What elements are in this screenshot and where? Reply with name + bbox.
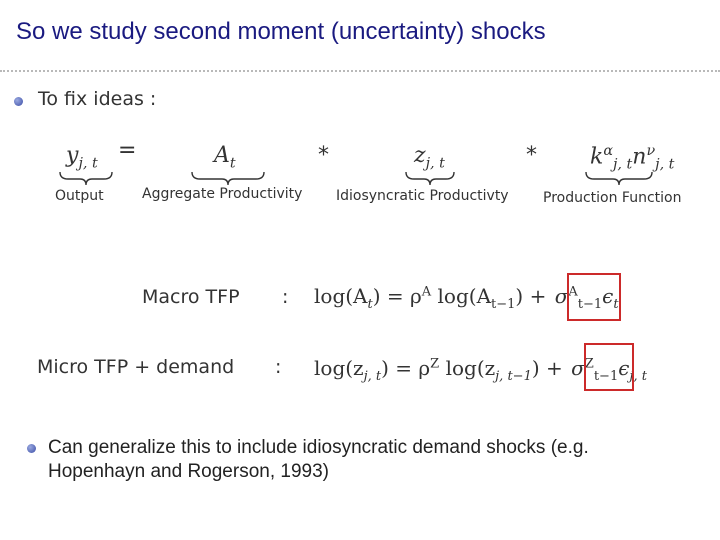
macro-tfp-equation: $\log(A_t) = \rho^A$ $\log(A_{t-1}) + \sigma^A_{t-1}\epsilon_t$ [314, 284, 619, 312]
aggregate-brace [190, 170, 266, 186]
production-brace [584, 170, 654, 186]
micro-tfp-label: Micro TFP + demand [37, 356, 235, 378]
micro-volatility-highlight [584, 343, 634, 391]
production-label: Production Function [543, 190, 682, 206]
bullet-icon [27, 444, 36, 453]
bottom-bullet-text: Can generalize this to include idiosyncratic demand shocks (e.g. Hopenhayn and Rogerson, 1993) [48, 437, 589, 482]
production-function-term: $k^\alpha_{j, t}n^\nu_{j, t}$ [590, 143, 675, 173]
micro-tfp-equation: $\log(z_{j, t}) = \rho^Z$ $\log(z_{j, t-1}) + \sigma^Z_{t-1}\epsilon_{j, t}$ [314, 356, 647, 384]
intro-bullet-text: To fix ideas : [38, 88, 157, 110]
macro-volatility-highlight [567, 273, 621, 321]
macro-colon: : [282, 286, 289, 308]
aggregate-label: Aggregate Productivity [142, 186, 303, 202]
macro-tfp-label: Macro TFP [142, 286, 240, 308]
times-sign-2: * [526, 143, 537, 168]
output-label: Output [55, 188, 104, 204]
bullet-icon [14, 97, 23, 106]
aggregate-term: $A_t$ [214, 143, 236, 172]
times-sign-1: * [318, 143, 329, 168]
idiosyncratic-term: $z_{j, t}$ [414, 143, 445, 172]
output-term: $y_{j, t}$ [66, 143, 98, 172]
title-divider [0, 70, 720, 72]
idiosyncratic-brace [404, 170, 456, 186]
micro-colon: : [275, 356, 282, 378]
output-brace [58, 170, 114, 186]
equals-sign: = [118, 138, 137, 163]
slide-title: So we study second moment (uncertainty) shocks [16, 18, 546, 45]
idiosyncratic-label: Idiosyncratic Productivty [336, 188, 509, 204]
